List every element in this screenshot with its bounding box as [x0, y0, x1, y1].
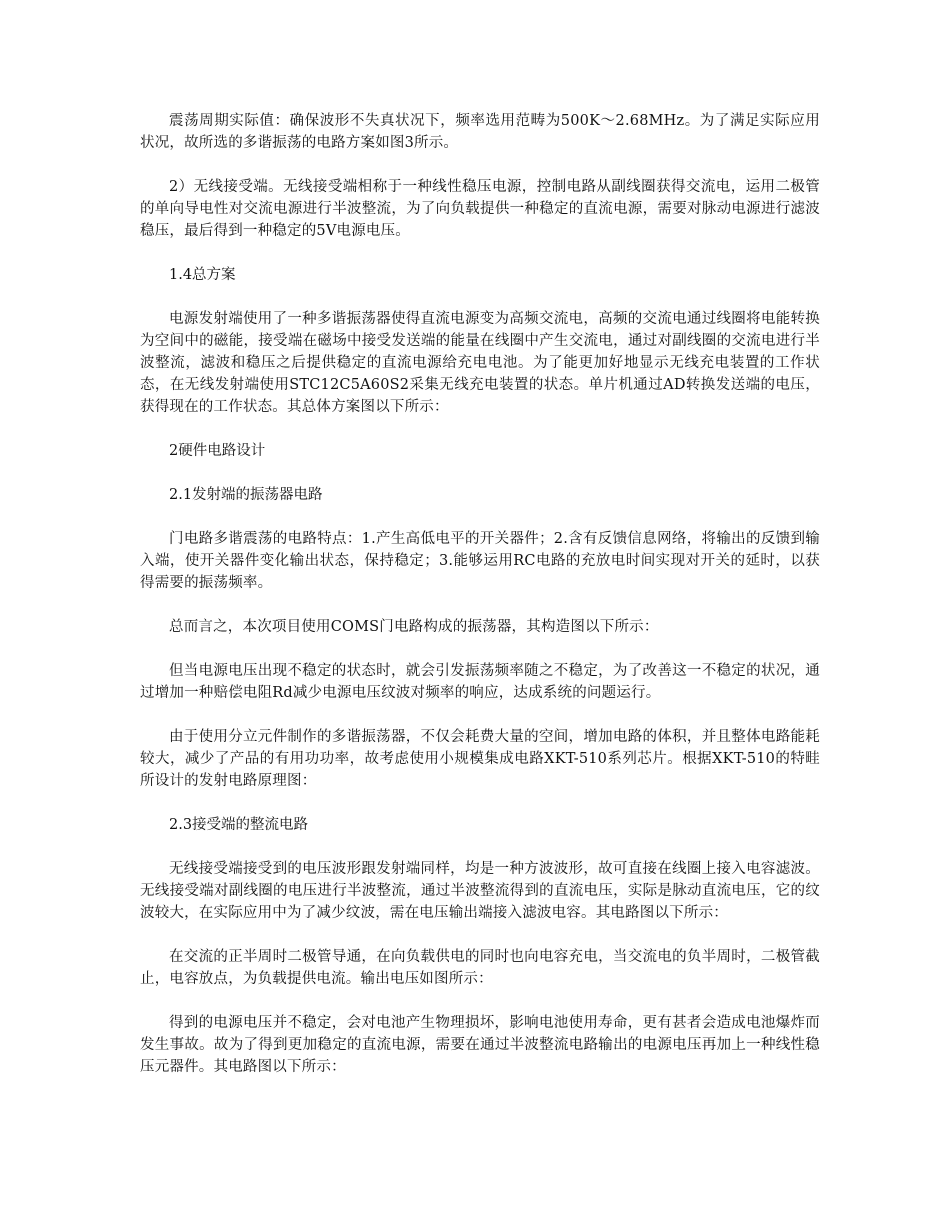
paragraph-xkt510: 由于使用分立元件制作的多谐振荡器，不仅会耗费大量的空间，增加电路的体积，并且整体电路能耗较大，减少了产品的有用功功率，故考虑使用小规模集成电路XKT-510系列芯片。根据XKT-510的特畦所设计的发射电路原理图：	[140, 729, 820, 789]
paragraph-coms-oscillator: 总而言之，本次项目使用COMS门电路构成的振荡器，其构造图以下所示：	[169, 619, 659, 635]
paragraph-compensation-resistor: 但当电源电压出现不稳定的状态时，就会引发振荡频率随之不稳定，为了改善这一不稳定的状况，通过增加一种赔偿电阻Rd减少电源电压纹波对频率的响应，达成系统的问题运行。	[140, 663, 820, 701]
heading-hardware-design: 2硬件电路设计	[169, 443, 266, 459]
paragraph-receiver-waveform: 无线接受端接受到的电压波形跟发射端同样，均是一种方波波形，故可直接在线圈上接入电容滤波。无线接受端对副线圈的电压进行半波整流，通过半波整流得到的直流电压，实际是脉动直流电压，它的纹波较大，在实际应用中为了减少纹波，需在电压输出端接入滤波电容。其电路图以下所示：	[140, 861, 820, 921]
paragraph-overall-scheme: 电源发射端使用了一种多谐振荡器使得直流电源变为高频交流电，高频的交流电通过线圈将电能转换为空间中的磁能，接受端在磁场中接受发送端的能量在线圈中产生交流电，通过对副线圈的交流电进行半波整流，滤波和稳压之后提供稳定的直流电源给充电电池。为了能更加好地显示无线充电装置的工作状态，在无线发射端使用STC12C5A60S2采集无线充电装置的状态。单片机通过AD转换发送端的电压，获得现在的工作状态。其总体方案图以下所示：	[140, 311, 820, 415]
document-body	[140, 110, 820, 1100]
paragraph-gate-multivibrator: 门电路多谐震荡的电路特点：1.产生高低电平的开关器件；2.含有反馈信息网络，将输出的反馈到输入端，使开关器件变化输出状态，保持稳定；3.能够运用RC电路的充放电时间实现对开关的延时，以获得需要的振荡频率。	[140, 531, 820, 591]
heading-oscillator-circuit: 2.1发射端的振荡器电路	[169, 487, 323, 503]
paragraph-voltage-regulator: 得到的电源电压并不稳定，会对电池产生物理损坏，影响电池使用寿命，更有甚者会造成电池爆炸而发生事故。故为了得到更加稳定的直流电源，需要在通过半波整流电路输出的电源电压再加上一种线性稳压元器件。其电路图以下所示：	[140, 1015, 820, 1075]
paragraph-wireless-receiver: 2）无线接受端。无线接受端相称于一种线性稳压电源，控制电路从副线圈获得交流电，运用二极管的单向导电性对交流电源进行半波整流，为了向负载提供一种稳定的直流电源，需要对脉动电源进行滤波稳压，最后得到一种稳定的5V电源电压。	[140, 179, 820, 239]
paragraph-oscillation-period: 震荡周期实际值：确保波形不失真状况下，频率选用范畴为500K～2.68MHz。为了满足实际应用状况，故所选的多谐振荡的电路方案如图3所示。	[140, 113, 820, 151]
heading-rectifier-circuit: 2.3接受端的整流电路	[169, 817, 309, 833]
heading-overall-scheme: 1.4总方案	[169, 267, 236, 283]
paragraph-diode-conduction: 在交流的正半周时二极管导通，在向负载供电的同时也向电容充电，当交流电的负半周时，二极管截止，电容放点，为负载提供电流。输出电压如图所示：	[140, 949, 820, 987]
